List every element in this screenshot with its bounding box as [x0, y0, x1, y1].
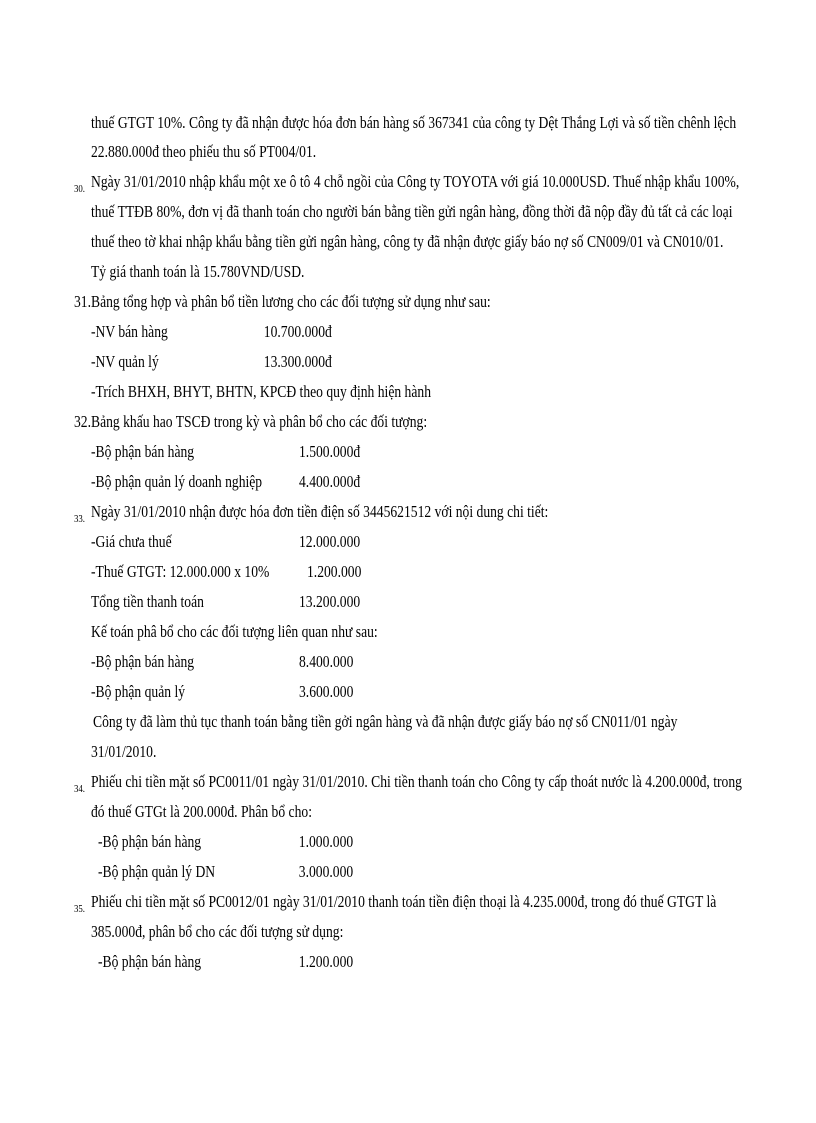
paragraph-line: thuế GTGT 10%. Công ty đã nhận được hóa đơn bán hàng số 367341 của công ty Dệt Thắng Lợi và số tiền chênh lệch — [91, 113, 737, 132]
paragraph-line: thuế TTĐB 80%, đơn vị đã thanh toán cho người bán bằng tiền gửi ngân hàng, đồng thời đã nộp đầy đủ tất cả các loại — [91, 202, 733, 221]
table-row — [91, 682, 354, 702]
row-label: -Thuế GTGT: 12.000.000 x 10% — [91, 562, 270, 581]
row-value: 1.500.000đ — [299, 442, 361, 461]
item-title: 31.Bảng tổng hợp và phân bổ tiền lương cho các đối tượng sử dụng như sau: — [74, 292, 491, 311]
table-row — [91, 442, 361, 462]
item-title: Ngày 31/01/2010 nhận được hóa đơn tiền điện số 3445621512 với nội dung chi tiết: — [91, 502, 549, 521]
row-label: -Bộ phận bán hàng — [98, 952, 202, 971]
row-value: 13.200.000 — [299, 592, 361, 611]
row-value: 4.400.000đ — [299, 472, 361, 491]
row-value: 3.000.000 — [298, 862, 354, 881]
row-value: 8.400.000 — [299, 652, 354, 671]
item-number: 33. — [74, 513, 85, 525]
table-row — [91, 532, 361, 552]
row-label: Tổng tiền thanh toán — [91, 592, 204, 611]
row-label: -Bộ phận quản lý DN — [98, 862, 216, 881]
paragraph-line: Phiếu chi tiền mặt số PC0011/01 ngày 31/01/2010. Chi tiền thanh toán cho Công ty cấp thoát nước là 4.200.000đ, trong — [91, 772, 742, 791]
paragraph-line: Ngày 31/01/2010 nhập khẩu một xe ô tô 4 chỗ ngồi của Công ty TOYOTA với giá 10.000USD. Thuế nhập khẩu 100%, — [91, 172, 740, 191]
table-row — [91, 322, 332, 342]
paragraph-line: thuế theo tờ khai nhập khẩu bằng tiền gửi ngân hàng, công ty đã nhận được giấy báo nợ số CN009/01 và CN010/01. — [91, 232, 724, 251]
row-value: 1.200.000 — [298, 952, 354, 971]
row-label: -Bộ phận bán hàng — [91, 652, 195, 671]
paragraph-line: -Trích BHXH, BHYT, BHTN, KPCĐ theo quy định hiện hành — [91, 382, 431, 401]
paragraph-line: Tỷ giá thanh toán là 15.780VND/USD. — [91, 262, 305, 281]
item-number: 35. — [74, 903, 85, 915]
row-value: 1.000.000 — [298, 832, 354, 851]
paragraph-line: Kế toán phâ bổ cho các đối tượng liên quan như sau: — [91, 622, 378, 641]
row-label: -NV bán hàng — [91, 322, 168, 341]
table-row — [98, 832, 354, 852]
paragraph-line: Công ty đã làm thủ tục thanh toán bằng tiền gởi ngân hàng và đã nhận được giấy báo nợ số CN011/01 ngày — [93, 712, 678, 731]
row-value: 3.600.000 — [299, 682, 354, 701]
row-label: -Bộ phận quản lý — [91, 682, 186, 701]
item-number: 30. — [74, 183, 85, 195]
row-label: -NV quản lý — [91, 352, 159, 371]
table-row — [91, 592, 361, 612]
row-label: -Bộ phận bán hàng — [98, 832, 202, 851]
table-row — [91, 352, 332, 372]
item-title: 32.Bảng khấu hao TSCĐ trong kỳ và phân bổ cho các đối tượng: — [74, 412, 428, 431]
item-number: 34. — [74, 783, 85, 795]
paragraph-line: đó thuế GTGt là 200.000đ. Phân bổ cho: — [91, 802, 312, 821]
row-label: -Bộ phận bán hàng — [91, 442, 195, 461]
table-row — [98, 862, 354, 882]
row-label: -Giá chưa thuế — [91, 532, 172, 551]
paragraph-line: 31/01/2010. — [91, 742, 157, 761]
table-row — [91, 562, 362, 582]
row-value: 12.000.000 — [299, 532, 361, 551]
paragraph-line: Phiếu chi tiền mặt số PC0012/01 ngày 31/01/2010 thanh toán tiền điện thoại là 4.235.000đ, trong đó thuế GTGT là — [91, 892, 717, 911]
row-label: -Bộ phận quản lý doanh nghiệp — [91, 472, 263, 491]
row-value: 10.700.000đ — [263, 322, 332, 341]
table-row — [91, 472, 361, 492]
row-value: 13.300.000đ — [263, 352, 332, 371]
table-row — [98, 952, 354, 972]
table-row — [91, 652, 354, 672]
paragraph-line: 385.000đ, phân bổ cho các đối tượng sử dụng: — [91, 922, 344, 941]
row-value: 1.200.000 — [307, 562, 362, 581]
paragraph-line: 22.880.000đ theo phiếu thu số PT004/01. — [91, 142, 317, 161]
